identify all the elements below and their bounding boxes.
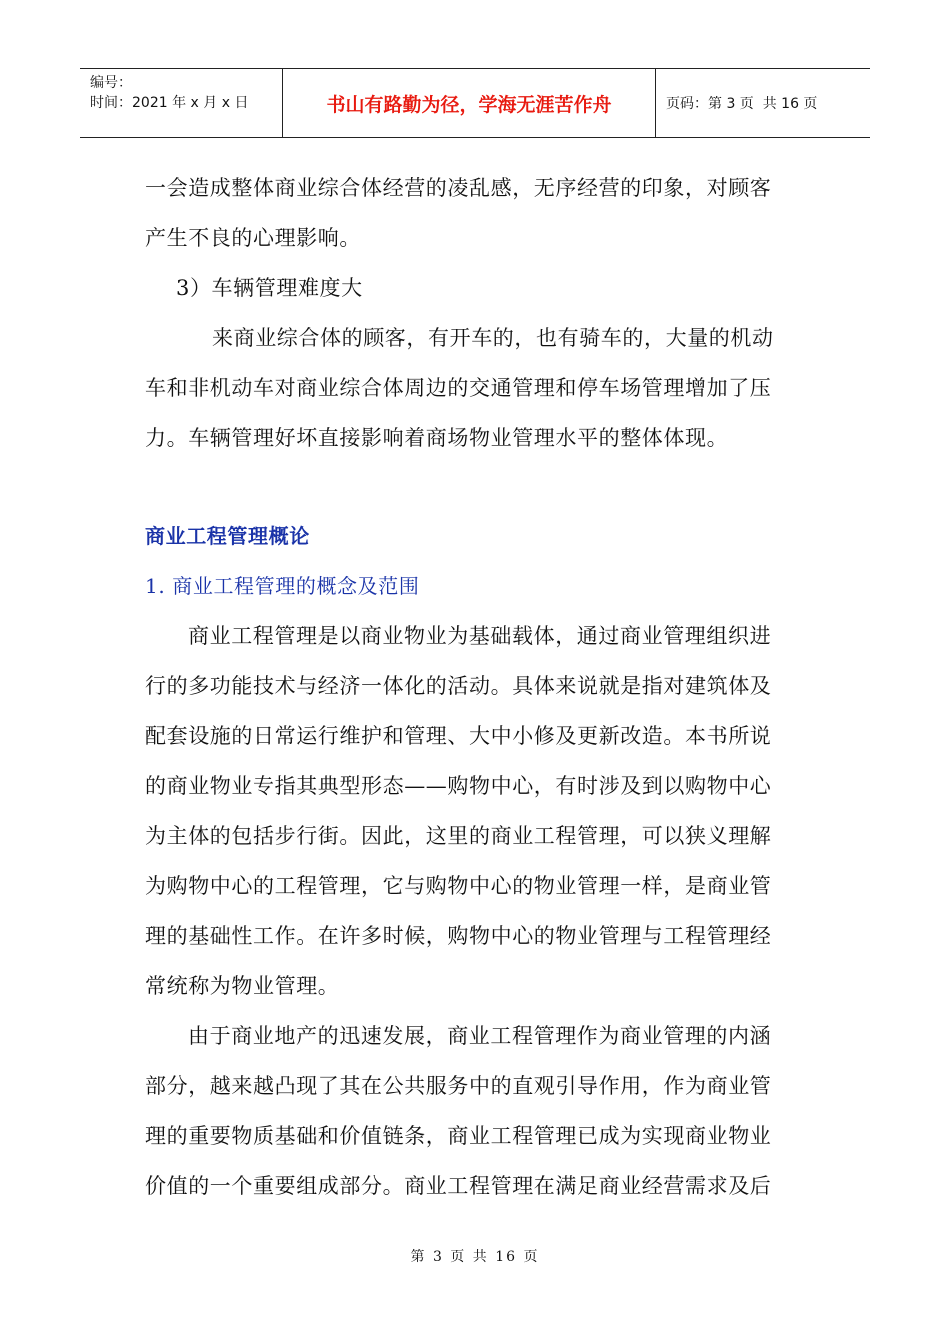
subsection-heading: 1. 商业工程管理的概念及范围 <box>145 574 420 598</box>
header-page-cell <box>656 69 870 137</box>
motto-text: 书山有路勤为径，学海无涯苦作舟 <box>326 93 612 116</box>
date-line: 时间：2021 年 x 月 x 日 <box>90 95 249 111</box>
paragraph-line: 为主体的包括步行街。因此，这里的商业工程管理，可以狭义理解 <box>145 824 772 848</box>
body-line: 一会造成整体商业综合体经营的凌乱感，无序经营的印象，对顾客 <box>145 176 772 200</box>
paragraph-line: 价值的一个重要组成部分。商业工程管理在满足商业经营需求及后 <box>145 1174 772 1198</box>
paragraph-line: 常统称为物业管理。 <box>145 974 340 998</box>
page-label: 页码：第 3 页 共 16 页 <box>666 96 818 112</box>
paragraph-line: 为购物中心的工程管理，它与购物中心的物业管理一样，是商业管 <box>145 874 772 898</box>
body-line: 产生不良的心理影响。 <box>145 226 361 250</box>
page-header <box>80 68 870 138</box>
paragraph-line: 商业工程管理是以商业物业为基础载体，通过商业管理组织进 <box>188 624 772 648</box>
paragraph-line: 理的重要物质基础和价值链条，商业工程管理已成为实现商业物业 <box>145 1124 772 1148</box>
page-footer: 第 3 页 共 16 页 <box>410 1249 540 1265</box>
list-item-heading: 3）车辆管理难度大 <box>176 276 363 300</box>
paragraph-line: 配套设施的日常运行维护和管理、大中小修及更新改造。本书所说 <box>145 724 772 748</box>
paragraph-line: 由于商业地产的迅速发展，商业工程管理作为商业管理的内涵 <box>188 1024 772 1048</box>
paragraph-line: 部分，越来越凸现了其在公共服务中的直观引导作用，作为商业管 <box>145 1074 772 1098</box>
paragraph-line: 的商业物业专指其典型形态——购物中心，有时涉及到以购物中心 <box>145 774 772 798</box>
header-info-cell <box>80 69 283 137</box>
section-heading: 商业工程管理概论 <box>145 524 310 548</box>
paragraph-line: 行的多功能技术与经济一体化的活动。具体来说就是指对建筑体及 <box>145 674 772 698</box>
header-motto-cell <box>283 69 656 137</box>
body-line: 来商业综合体的顾客，有开车的，也有骑车的，大量的机动 <box>212 326 774 350</box>
paragraph-line: 理的基础性工作。在许多时候，购物中心的物业管理与工程管理经 <box>145 924 772 948</box>
body-line: 力。车辆管理好坏直接影响着商场物业管理水平的整体体现。 <box>145 426 729 450</box>
body-line: 车和非机动车对商业综合体周边的交通管理和停车场管理增加了压 <box>145 376 772 400</box>
serial-label: 编号： <box>90 75 132 91</box>
